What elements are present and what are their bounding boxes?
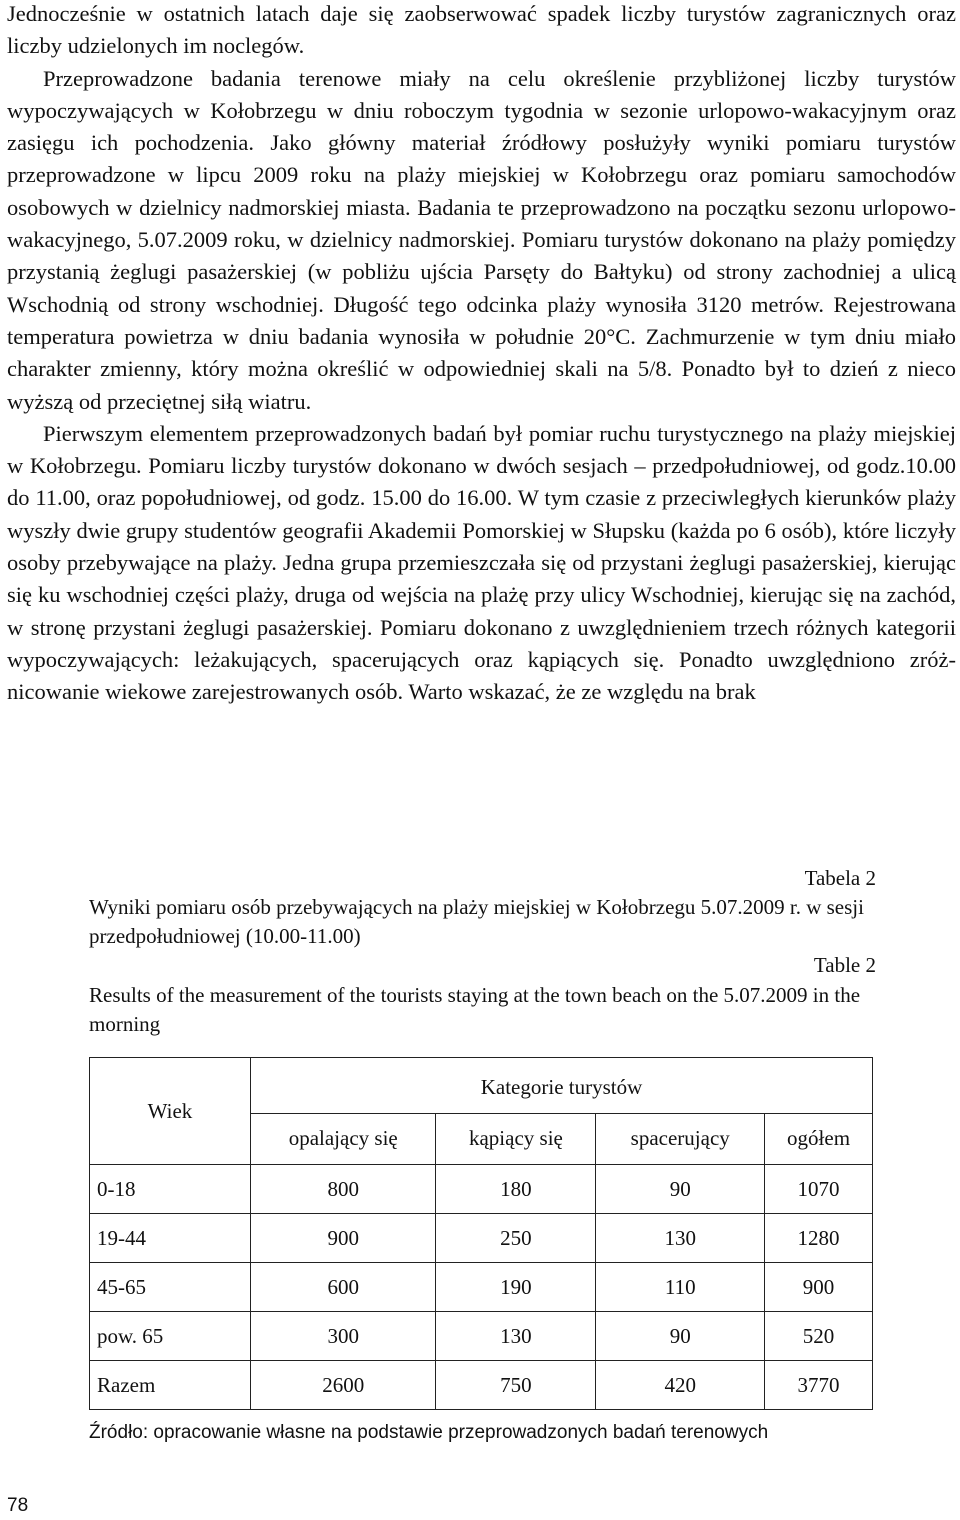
- column-header-sunbathing: opalający się: [251, 1113, 436, 1164]
- paragraph-beach-measurement: Pierwszym elementem przeprowadzonych badań był pomiar ruchu turystycznego na plaży miejskiej w Kołobrzegu. Pomiaru liczby turystów dokonano w dwóch sesjach – przedpołudniowej, od godz.10.00 do 11.00, oraz popołudniowej, od godz. 15.00 do 16.00. W tym czasie z przeciwległych kierunków plaży wyszły dwie grupy studentów geografii Akademii Pomorskiej w Słupsku (każda po 6 osób), które liczyły osoby przebywające na plaży. Jedna grupa przemieszczała się od przystani żeglugi pasażerskiej, kierując się ku wschodniej części plaży, druga od wejścia na plażę przy ulicy Wschodniej, kierując się na zachód, w stronę przystani żeglugi pasażerskiej. Pomiaru dokonano z uwzględnieniem trzech różnych kategorii wypoczywających: leżakujących, spacerujących oraz kąpiących się. Ponadto uwzględniono zróżnicowanie wiekowe zarejestrowanych osób. Warto wskazać, że ze względu na brak: [7, 420, 956, 705]
- body-text: [7, 0, 956, 709]
- table-source-note: Źródło: opracowanie własne na podstawie przeprowadzonych badań terenowych: [89, 1422, 769, 1443]
- table-cell: 250: [436, 1214, 596, 1263]
- table-cell: 190: [436, 1263, 596, 1312]
- table-cell: 130: [436, 1312, 596, 1361]
- age-cell: Razem: [90, 1361, 251, 1410]
- page-number: 78: [7, 1495, 29, 1516]
- column-header-walking: spacerujący: [596, 1113, 765, 1164]
- table-row: [90, 1165, 873, 1214]
- table-cell: 520: [765, 1312, 873, 1361]
- table-row: [90, 1312, 873, 1361]
- table-header-row: [90, 1058, 873, 1114]
- column-header-total: ogółem: [765, 1113, 873, 1164]
- table-cell: 300: [251, 1312, 436, 1361]
- table-cell: 90: [596, 1165, 765, 1214]
- table-label-en: Table 2: [813, 953, 876, 977]
- table-cell: 3770: [765, 1361, 873, 1410]
- age-column-header: Wiek: [90, 1058, 251, 1165]
- table-title-pl: Wyniki pomiaru osób przebywających na plaży miejskiej w Kołobrzegu 5.07.2009 r. w sesji przedpołudniowej (10.00-11.00): [89, 895, 864, 948]
- paragraph-continued: Jednocześnie w ostatnich latach daje się zaobserwować spadek liczby turystów zagranicznych oraz liczby udzielonych im noclegów.: [7, 1, 956, 59]
- age-cell: 0-18: [90, 1165, 251, 1214]
- tourist-categories-header: Kategorie turystów: [251, 1058, 873, 1114]
- paragraph-field-study: Przeprowadzone badania terenowe miały na celu określenie przybliżonej liczby turystów wypoczywających w Kołobrzegu w dniu roboczym tygodnia w sezonie urlopowo-wakacyjnym oraz zasięgu ich pochodzenia. Jako główny materiał źródłowy posłużyły wyniki pomiaru turystów przeprowadzone w lipcu 2009 roku na plaży miejskiej w Kołobrzegu oraz pomiaru samochodów osobowych w dzielnicy nadmorskiej miasta. Badania te przeprowadzono na początku sezonu urlopowo-wakacyjnego, 5.07.2009 roku, w dzielnicy nadmorskiej. Pomiaru turystów dokonano na plaży pomiędzy przystanią żeglugi pasażerskiej (w pobliżu ujścia Parsęty do Bałtyku) od strony zachodniej a ulicą Wschodnią od strony wschodniej. Długość tego odcinka plaży wynosiła 3120 metrów. Rejestrowana temperatura powietrza w dniu badania wynosiła w południe 20°C. Zachmurzenie w tym dniu miało charakter zmienny, który można określić w odpowiedniej skali na 5/8. Ponadto był to dzień z nieco wyższą od przeciętnej siłą wiatru.: [7, 65, 956, 414]
- table-cell: 1070: [765, 1165, 873, 1214]
- table-cell: 2600: [251, 1361, 436, 1410]
- table-cell: 110: [596, 1263, 765, 1312]
- table-cell: 130: [596, 1214, 765, 1263]
- table-cell: 1280: [765, 1214, 873, 1263]
- table-cell: 600: [251, 1263, 436, 1312]
- table-cell: 180: [436, 1165, 596, 1214]
- table-row-total: [90, 1361, 873, 1410]
- age-cell: 45-65: [90, 1263, 251, 1312]
- column-header-bathing: kąpiący się: [436, 1113, 596, 1164]
- age-cell: pow. 65: [90, 1312, 251, 1361]
- age-cell: 19-44: [90, 1214, 251, 1263]
- table-title-en: Results of the measurement of the tourists staying at the town beach on the 5.07.2009 in the morning: [89, 983, 861, 1036]
- table-row: [90, 1263, 873, 1312]
- table-label-pl: Tabela 2: [804, 866, 876, 890]
- table-row: [90, 1214, 873, 1263]
- table-cell: 750: [436, 1361, 596, 1410]
- table-cell: 900: [251, 1214, 436, 1263]
- results-table: [89, 1057, 873, 1410]
- table-cell: 90: [596, 1312, 765, 1361]
- table-cell: 800: [251, 1165, 436, 1214]
- table-cell: 420: [596, 1361, 765, 1410]
- table-cell: 900: [765, 1263, 873, 1312]
